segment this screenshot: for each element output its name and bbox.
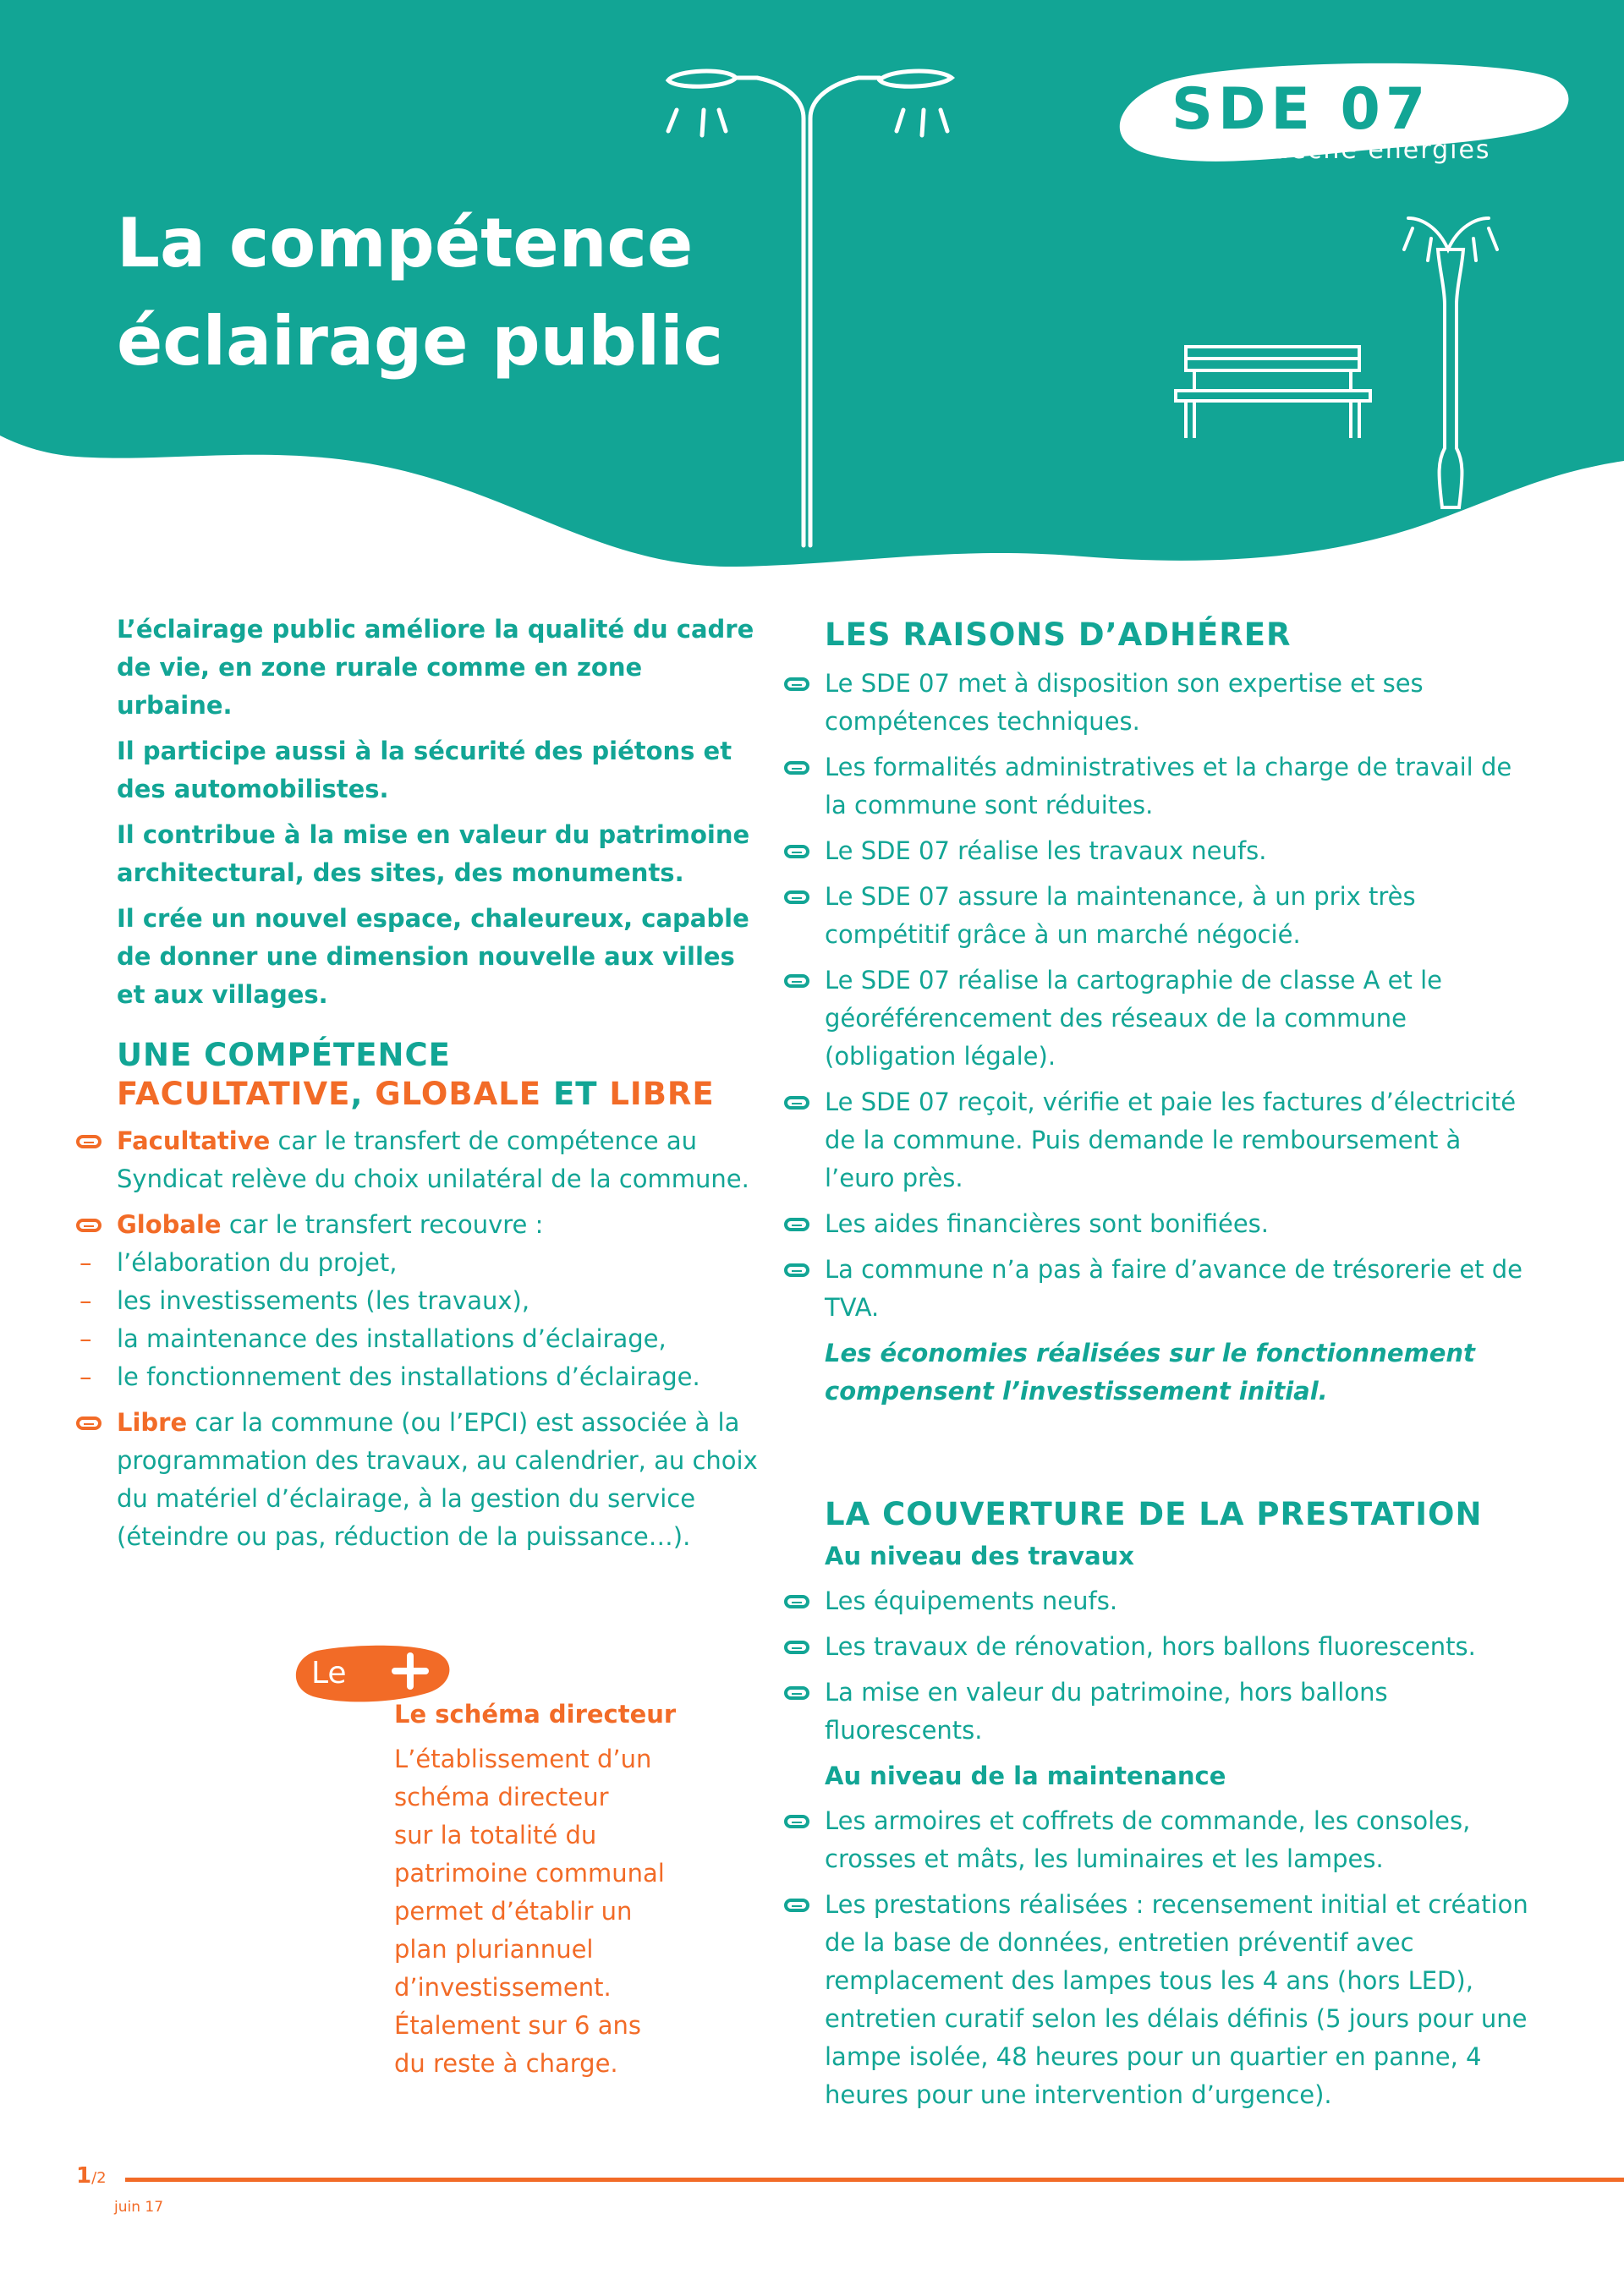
couverture-section	[825, 1495, 1535, 2122]
svg-text:SDE 07: SDE 07	[1171, 76, 1431, 143]
bullet-icon	[784, 1641, 809, 1654]
schema-line: sur la totalité du	[394, 1821, 597, 1849]
dash-icon: –	[80, 1286, 92, 1315]
bullet-icon	[784, 1815, 809, 1828]
list-item: La mise en valeur du patrimoine, hors ballons fluorescents.	[825, 1674, 1535, 1750]
schema-line: d’investissement.	[394, 1973, 612, 2002]
page-total: /2	[91, 2169, 107, 2187]
intro-paragraph: L’éclairage public améliore la qualité du cadre de vie, en zone rurale comme en zone urbaine.	[117, 615, 754, 720]
item-lead: Globale	[117, 1210, 222, 1239]
bullet-icon	[784, 1263, 809, 1277]
list-item: Le SDE 07 assure la maintenance, à un prix très compétitif grâce à un marché négocié.	[825, 878, 1535, 954]
page-title-line1: La compétence	[117, 204, 694, 282]
schema-line: plan pluriannuel	[394, 1935, 594, 1964]
schema-directeur-box	[394, 1696, 775, 2083]
intro-paragraph: Il participe aussi à la sécurité des piétons et des automobilistes.	[117, 737, 732, 803]
bullet-icon	[784, 1899, 809, 1912]
page-title-line2: éclairage public	[117, 302, 724, 381]
item-lead: Libre	[117, 1408, 188, 1437]
page-current: 1	[76, 2163, 92, 2189]
sub-list-item: – la maintenance des installations d’éclairage,	[117, 1320, 760, 1358]
list-item: Le SDE 07 réalise la cartographie de classe A et le géoréférencement des réseaux de la commune (obligation légale).	[825, 962, 1535, 1076]
list-item: Les travaux de rénovation, hors ballons fluorescents.	[825, 1628, 1535, 1666]
heading-word-facultative: FACULTATIVE	[117, 1076, 351, 1112]
bullet-icon	[784, 677, 809, 691]
sub-list-item: – les investissements (les travaux),	[117, 1282, 760, 1320]
bullet-icon	[76, 1219, 102, 1232]
item-lead: Facultative	[117, 1126, 271, 1155]
list-item	[117, 1206, 760, 1244]
item-text: car le transfert de compétence au Syndicat relève du choix unilatéral de la commune.	[117, 1126, 749, 1193]
bullet-icon	[784, 1595, 809, 1608]
page-number	[76, 2163, 107, 2189]
dash-icon: –	[80, 1248, 92, 1277]
sub-list-item: – l’élaboration du projet,	[117, 1244, 760, 1282]
heading-word-globale: GLOBALE	[375, 1076, 542, 1112]
travaux-subheading: Au niveau des travaux	[825, 1542, 1134, 1570]
list-item	[117, 1404, 760, 1556]
list-item: La commune n’a pas à faire d’avance de trésorerie et de TVA.	[825, 1251, 1535, 1327]
bullet-icon	[784, 1218, 809, 1231]
schema-line: patrimoine communal	[394, 1859, 665, 1888]
raisons-conclusion: Les économies réalisées sur le fonctionnement compensent l’investissement initial.	[825, 1339, 1475, 1406]
dash-icon: –	[80, 1362, 92, 1391]
list-item: Le SDE 07 met à disposition son expertise et ses compétences techniques.	[825, 665, 1535, 741]
page-title	[117, 195, 878, 391]
logo-subtitle: Ardèche énergies	[1242, 135, 1491, 165]
intro-section	[117, 611, 760, 1022]
competence-heading-line1: UNE COMPÉTENCE	[117, 1037, 451, 1073]
heading-separator: ,	[350, 1076, 376, 1112]
schema-line: permet d’établir un	[394, 1897, 633, 1926]
heading-word-libre: LIBRE	[609, 1076, 715, 1112]
list-item	[117, 1122, 760, 1198]
bullet-icon	[784, 1096, 809, 1110]
schema-directeur-title: Le schéma directeur	[394, 1700, 677, 1729]
list-item: Les aides financières sont bonifiées.	[825, 1205, 1535, 1243]
bullet-icon	[784, 1686, 809, 1700]
intro-paragraph: Il contribue à la mise en valeur du patrimoine architectural, des sites, des monuments.	[117, 820, 750, 887]
heading-separator: ET	[541, 1076, 610, 1112]
list-item: Les équipements neufs.	[825, 1582, 1535, 1620]
item-text: car la commune (ou l’EPCI) est associée à la programmation des travaux, au calendrier, au choix du matériel d’éclairage, à la gestion du service (éteindre ou pas, réduction de la puissance…).	[117, 1408, 758, 1551]
item-text: car le transfert recouvre :	[221, 1210, 544, 1239]
list-item: Le SDE 07 réalise les travaux neufs.	[825, 832, 1535, 870]
bullet-icon	[784, 890, 809, 904]
schema-line: schéma directeur	[394, 1783, 609, 1811]
footer-date: juin 17	[114, 2199, 164, 2216]
list-item: Les armoires et coffrets de commande, les consoles, crosses et mâts, les luminaires et les lampes.	[825, 1802, 1535, 1878]
schema-line: du reste à charge.	[394, 2049, 618, 2078]
le-plus-label: Le	[311, 1656, 347, 1690]
schema-line: Étalement sur 6 ans	[394, 2011, 641, 2040]
bullet-icon	[76, 1417, 102, 1430]
list-item: Le SDE 07 reçoit, vérifie et paie les factures d’électricité de la commune. Puis demande le remboursement à l’euro près.	[825, 1083, 1535, 1197]
schema-line: L’établissement d’un	[394, 1745, 652, 1773]
couverture-heading: LA COUVERTURE DE LA PRESTATION	[825, 1496, 1483, 1532]
intro-paragraph: Il crée un nouvel espace, chaleureux, capable de donner une dimension nouvelle aux villes et aux villages.	[117, 904, 749, 1009]
bullet-icon	[784, 845, 809, 858]
competence-section	[80, 1036, 760, 1564]
list-item: Les formalités administratives et la charge de travail de la commune sont réduites.	[825, 748, 1535, 825]
dash-icon: –	[80, 1324, 92, 1353]
bullet-icon	[76, 1135, 102, 1148]
bullet-icon	[784, 761, 809, 775]
footer-divider	[125, 2178, 1624, 2182]
bullet-icon	[784, 974, 809, 988]
list-item: Les prestations réalisées : recensement initial et création de la base de données, entretien préventif avec remplacement des lampes tous les 4 ans (hors LED), entretien curatif selon les délais définis (5 jours pour une lampe isolée, 48 heures pour un quartier en panne, 4 heures pour une intervention d’urgence).	[825, 1886, 1535, 2114]
competence-heading	[117, 1036, 760, 1114]
raisons-section	[825, 616, 1535, 1411]
raisons-heading: LES RAISONS D’ADHÉRER	[825, 616, 1292, 653]
maintenance-subheading: Au niveau de la maintenance	[825, 1762, 1226, 1790]
sub-list-item: – le fonctionnement des installations d’éclairage.	[117, 1358, 760, 1396]
